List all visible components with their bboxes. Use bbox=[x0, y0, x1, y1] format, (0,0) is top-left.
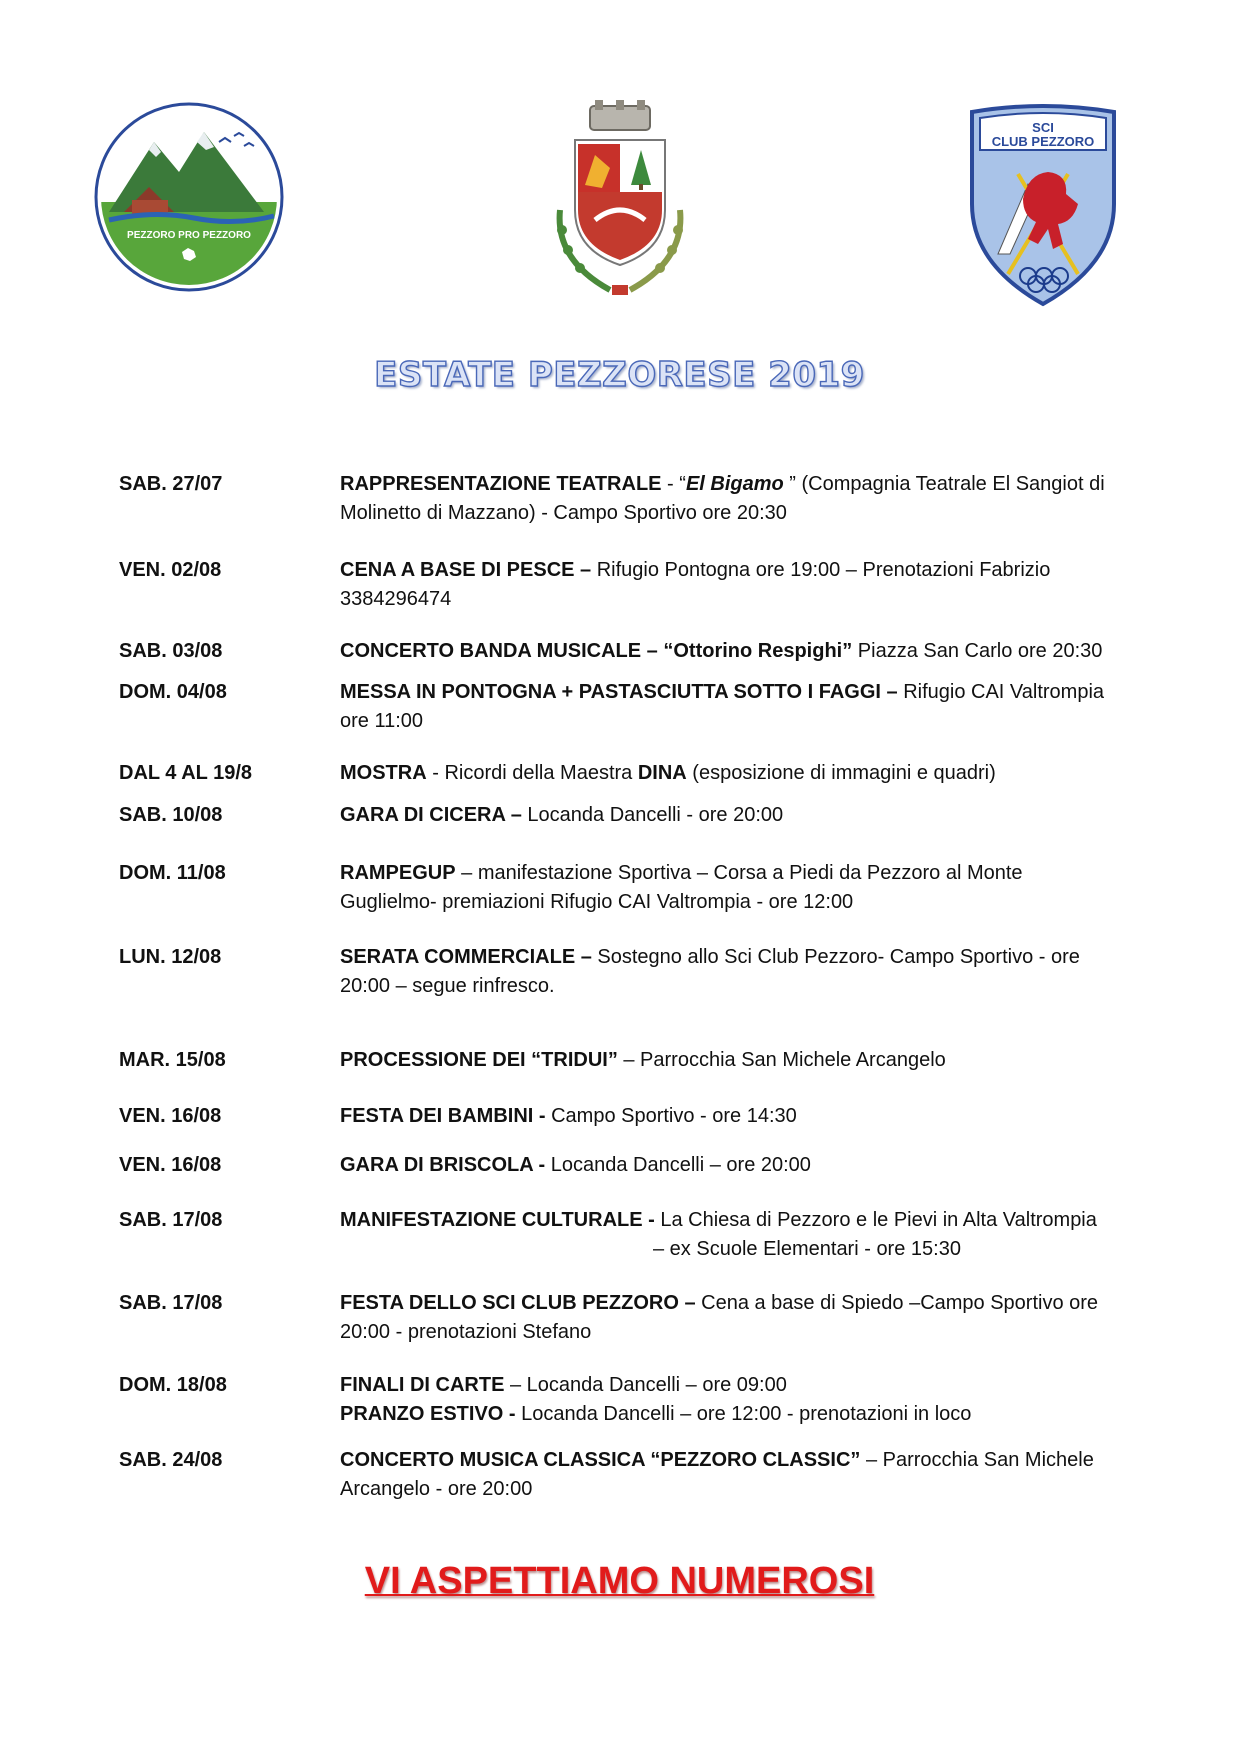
event-description bbox=[340, 1446, 1120, 1504]
event-detail-text: Locanda Dancelli – ore 20:00 bbox=[545, 1154, 811, 1176]
event-title-text: CONCERTO BANDA MUSICALE – “Ottorino Respighi” bbox=[340, 640, 853, 662]
event-title-text: FESTA DELLO SCI CLUB PEZZORO – bbox=[340, 1292, 696, 1314]
event-title-text: GARA DI BRISCOLA - bbox=[340, 1154, 546, 1176]
event-title-text: CONCERTO MUSICA CLASSICA “PEZZORO CLASSIC” bbox=[340, 1449, 861, 1471]
event-detail-text: Piazza San Carlo ore 20:30 bbox=[852, 640, 1103, 662]
event-description bbox=[340, 1206, 1120, 1264]
event-date: SAB. 24/08 bbox=[119, 1449, 223, 1471]
event-date: DOM. 04/08 bbox=[119, 681, 227, 703]
closing-message: VI ASPETTIAMO NUMEROSI bbox=[364, 1560, 875, 1602]
event-detail-text: Rifugio Pontogna ore 19:00 – Prenotazioni Fabrizio 3384296474 bbox=[340, 559, 1051, 610]
event-description bbox=[340, 1371, 1120, 1429]
event-description bbox=[340, 943, 1120, 1001]
event-date: DAL 4 AL 19/8 bbox=[119, 762, 253, 784]
event-date: SAB. 17/08 bbox=[119, 1292, 223, 1314]
page-title: ESTATE PEZZORESE 2019 bbox=[374, 355, 865, 395]
event-detail-text: - “ bbox=[661, 473, 686, 495]
event-detail-text: La Chiesa di Pezzoro e le Pievi in Alta Valtrompia bbox=[654, 1209, 1097, 1231]
logo-right-text-top: SCI bbox=[1032, 120, 1054, 135]
event-description bbox=[340, 759, 1120, 788]
event-title-text: El Bigamo bbox=[685, 473, 784, 495]
event-detail-text: Locanda Dancelli - ore 20:00 bbox=[521, 804, 784, 826]
event-description bbox=[340, 556, 1120, 614]
event-title-text: GARA DI CICERA – bbox=[340, 804, 522, 826]
event-title-text: RAMPEGUP bbox=[340, 862, 456, 884]
event-description bbox=[340, 1102, 1120, 1131]
event-title-text: MANIFESTAZIONE CULTURALE - bbox=[340, 1209, 655, 1231]
event-date: SAB. 03/08 bbox=[119, 640, 223, 662]
event-date: DOM. 18/08 bbox=[119, 1374, 227, 1396]
event-date: SAB. 17/08 bbox=[119, 1209, 223, 1231]
event-description bbox=[340, 678, 1120, 736]
event-detail-text: Campo Sportivo - ore 14:30 bbox=[545, 1105, 797, 1127]
event-description bbox=[340, 1289, 1120, 1347]
event-detail-text: – ex Scuole Elementari - ore 15:30 bbox=[653, 1238, 961, 1260]
event-detail-text: Cena a base di Spiedo –Campo Sportivo ore 20:00 - prenotazioni Stefano bbox=[340, 1292, 1099, 1343]
event-title-text: PRANZO ESTIVO - bbox=[340, 1403, 516, 1425]
event-title-text: PROCESSIONE DEI “TRIDUI” bbox=[340, 1049, 618, 1071]
event-date: SAB. 10/08 bbox=[119, 804, 223, 826]
event-detail-text: – Parrocchia San Michele Arcangelo bbox=[617, 1049, 946, 1071]
logo-left-text: PEZZORO PRO PEZZORO bbox=[127, 230, 251, 241]
coat-of-arms-icon bbox=[540, 100, 700, 310]
event-detail-text: Rifugio CAI Valtrompia ore 11:00 bbox=[340, 681, 1105, 732]
event-detail-text: Locanda Dancelli – ore 12:00 - prenotazioni in loco bbox=[515, 1403, 972, 1425]
event-title-text: FESTA DEI BAMBINI - bbox=[340, 1105, 546, 1127]
event-date: VEN. 02/08 bbox=[119, 559, 222, 581]
event-date: MAR. 15/08 bbox=[119, 1049, 226, 1071]
sci-club-pezzoro-logo bbox=[968, 104, 1118, 308]
event-title-text: MESSA IN PONTOGNA + PASTASCIUTTA SOTTO I FAGGI – bbox=[340, 681, 898, 703]
event-date: VEN. 16/08 bbox=[119, 1105, 222, 1127]
event-title-text: SERATA COMMERCIALE – bbox=[340, 946, 592, 968]
event-detail-text: ” (Compagnia Teatrale El Sangiot di Molinetto di Mazzano) - Campo Sportivo ore 20:30 bbox=[340, 473, 1105, 524]
event-title-text: MOSTRA bbox=[340, 762, 427, 784]
event-date: LUN. 12/08 bbox=[119, 946, 222, 968]
event-detail-text: – Parrocchia San Michele Arcangelo - ore 20:00 bbox=[340, 1449, 1094, 1500]
logo-right-text-bottom: CLUB PEZZORO bbox=[991, 134, 1095, 149]
event-title-text: DINA bbox=[637, 762, 687, 784]
event-description bbox=[340, 1151, 1120, 1180]
event-date: VEN. 16/08 bbox=[119, 1154, 222, 1176]
event-detail-text: – manifestazione Sportiva – Corsa a Piedi da Pezzoro al Monte Guglielmo- premiazioni Rifugio CAI Valtrompia - ore 12:00 bbox=[340, 862, 1023, 913]
event-detail-text: - Ricordi della Maestra bbox=[426, 762, 638, 784]
pezzoro-pro-pezzoro-logo bbox=[94, 102, 284, 292]
event-title-text: FINALI DI CARTE bbox=[340, 1374, 505, 1396]
event-description bbox=[340, 637, 1120, 666]
event-title-text: CENA A BASE DI PESCE – bbox=[340, 559, 592, 581]
event-date: DOM. 11/08 bbox=[119, 862, 226, 884]
event-description bbox=[340, 859, 1120, 917]
event-description bbox=[340, 801, 1120, 830]
event-title-text: RAPPRESENTAZIONE TEATRALE bbox=[340, 473, 662, 495]
event-description bbox=[340, 470, 1120, 528]
event-detail-text: – Locanda Dancelli – ore 09:00 bbox=[504, 1374, 787, 1396]
event-detail-text: (esposizione di immagini e quadri) bbox=[686, 762, 996, 784]
event-detail-text: Sostegno allo Sci Club Pezzoro- Campo Sportivo - ore 20:00 – segue rinfresco. bbox=[340, 946, 1080, 997]
event-description bbox=[340, 1046, 1120, 1075]
event-date: SAB. 27/07 bbox=[119, 473, 223, 495]
